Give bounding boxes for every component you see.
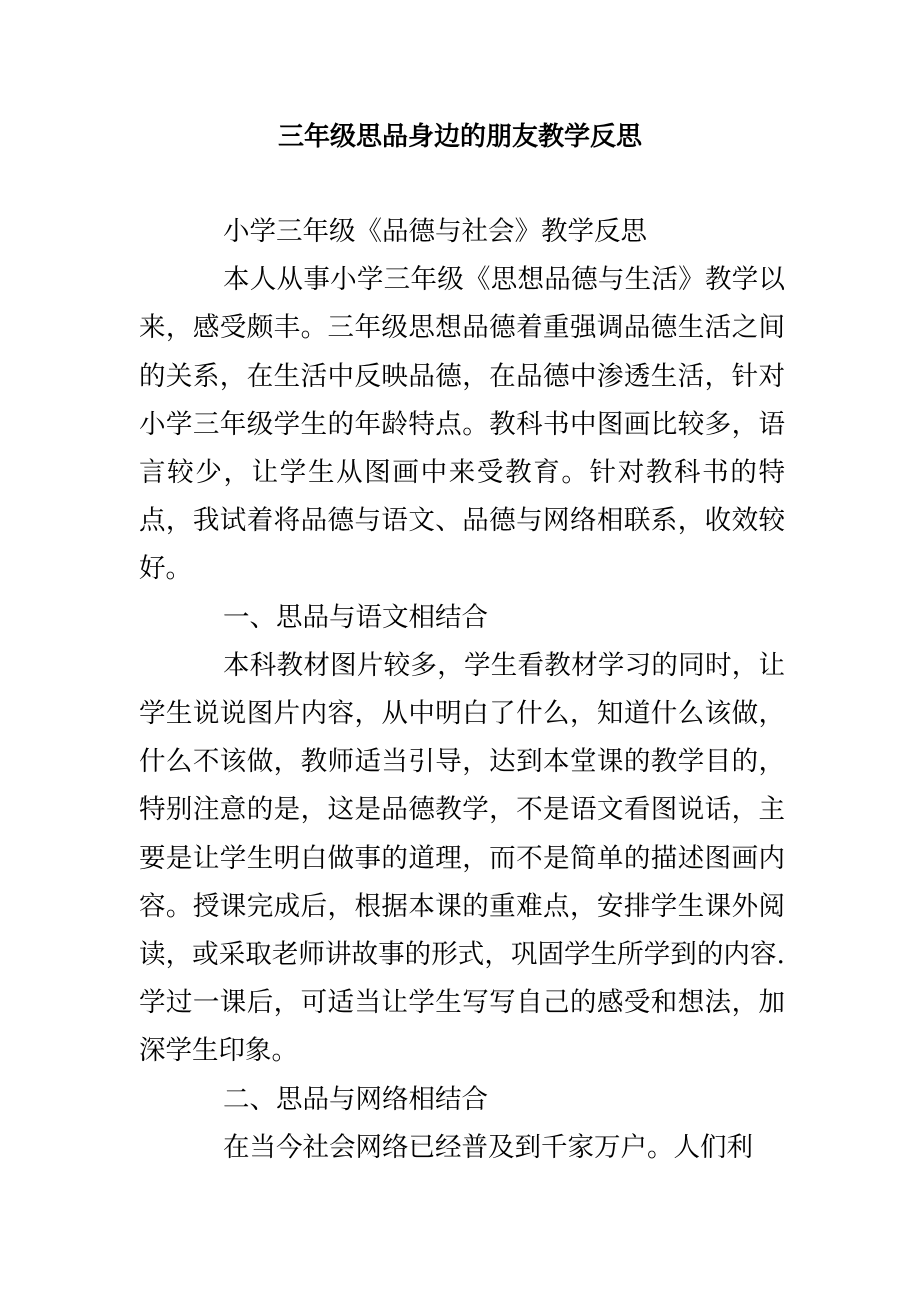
intro-paragraph: 本人从事小学三年级《思想品德与生活》教学以来，感受颇丰。三年级思想品德着重强调品德生活之间的关系，在生活中反映品德，在品德中渗透生活，针对小学三年级学生的年龄特点。教科书中图画比较多，语言较少，让学生从图画中来受教育。针对教科书的特点，我试着将品德与语文、品德与网络相联系，收效较好。 — [139, 264, 785, 585]
section-1-paragraph: 本科教材图片较多，学生看教材学习的同时，让学生说说图片内容，从中明白了什么，知道什么该做，什么不该做，教师适当引导，达到本堂课的教学目的，特别注意的是，这是品德教学，不是语文看图说话，主要是让学生明白做事的道理，而不是简单的描述图画内容。授课完成后，根据本课的重难点，安排学生课外阅读，或采取老师讲故事的形式，巩固学生所学到的内容.学过一课后，可适当让学生写写自己的感受和想法，加深学生印象。 — [139, 649, 785, 1067]
section-heading-2: 二、思品与网络相结合 — [223, 1083, 488, 1115]
subtitle-paragraph: 小学三年级《品德与社会》教学反思 — [223, 216, 647, 247]
section-heading-1: 一、思品与语文相结合 — [223, 601, 488, 633]
document-body — [139, 208, 785, 1172]
section-2-paragraph: 在当今社会网络已经普及到千家万户。人们利 — [223, 1131, 753, 1163]
document-title: 三年级思品身边的朋友教学反思 — [277, 122, 642, 152]
